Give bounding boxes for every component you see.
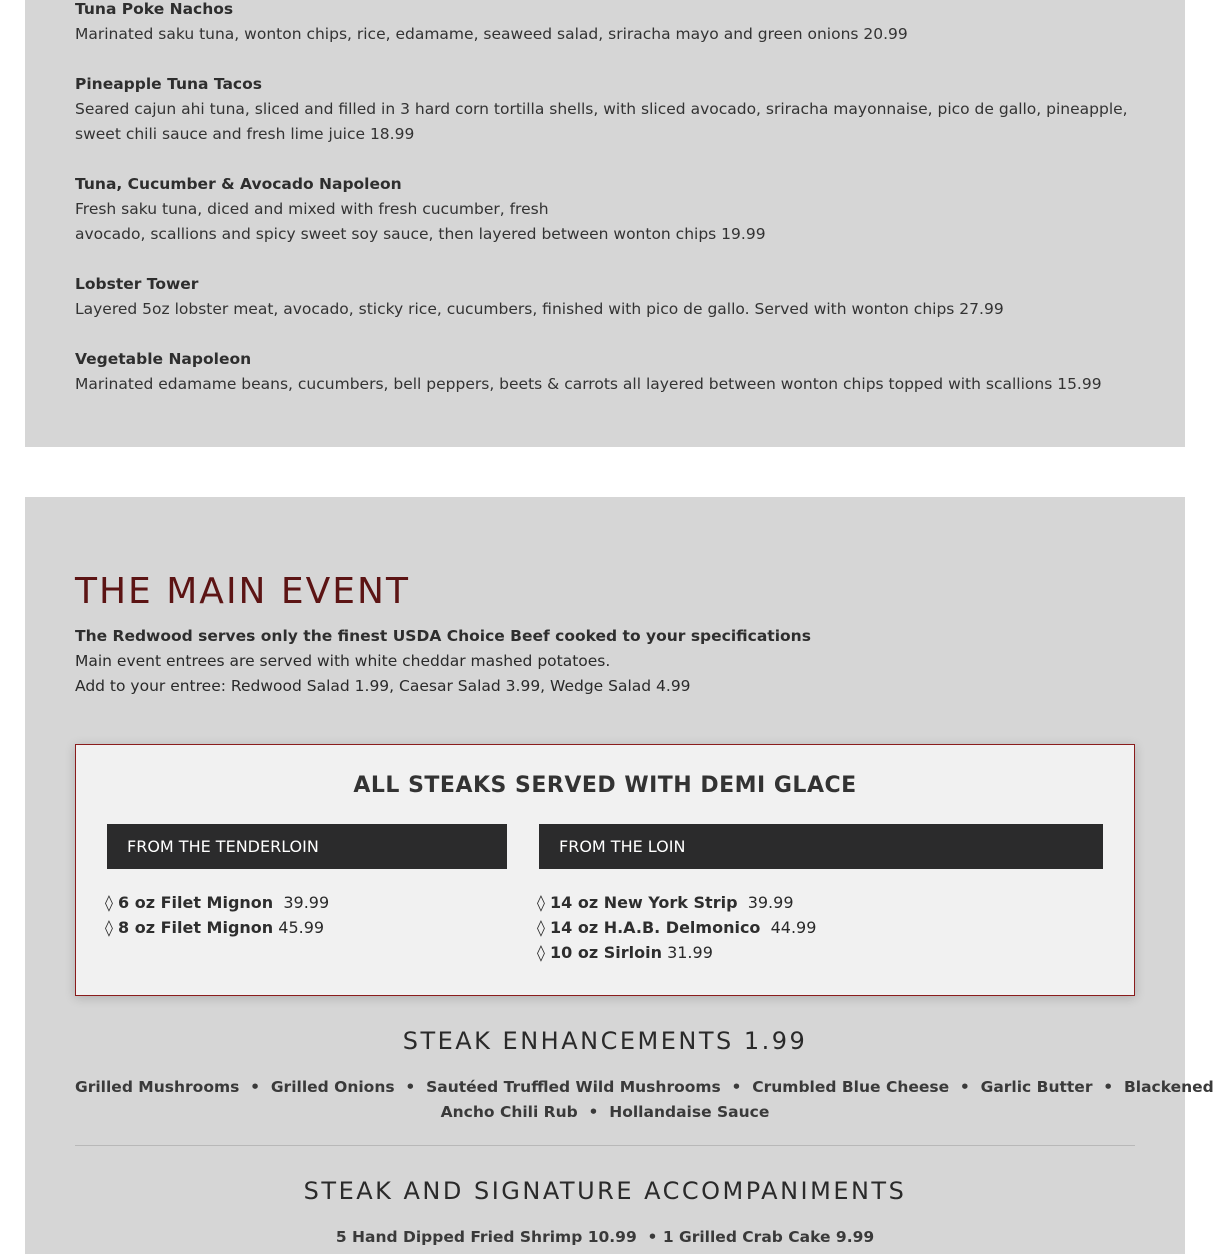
intro-line: Main event entrees are served with white cheddar mashed potatoes. <box>75 652 611 670</box>
item-name: Pineapple Tuna Tacos <box>75 75 262 93</box>
item-description: Seared cajun ahi tuna, sliced and filled in 3 hard corn tortilla shells, with sliced avocado, sriracha mayonnaise, pico de gallo, pineapple, <box>75 100 1128 118</box>
item-description: avocado, scallions and spicy sweet soy sauce, then layered between wonton chips 19.99 <box>75 225 766 243</box>
intro-line: Add to your entree: Redwood Salad 1.99, Caesar Salad 3.99, Wedge Salad 4.99 <box>75 677 691 695</box>
accompaniments-title: STEAK AND SIGNATURE ACCOMPANIMENTS <box>303 1177 907 1205</box>
item-description: Fresh saku tuna, diced and mixed with fresh cucumber, fresh <box>75 200 549 218</box>
item-description: Marinated edamame beans, cucumbers, bell peppers, beets & carrots all layered between wonton chips topped with scallions 15.99 <box>75 375 1102 393</box>
steak-item <box>537 890 816 915</box>
item-name: Tuna, Cucumber & Avocado Napoleon <box>75 175 402 193</box>
steak-item <box>537 940 816 965</box>
section-title: THE MAIN EVENT <box>75 571 410 612</box>
steaks-box <box>75 744 1135 996</box>
steak-price: 39.99 <box>283 893 330 912</box>
main-event-intro <box>75 624 811 699</box>
diamond-icon: ◊ <box>537 893 545 912</box>
item-name: Tuna Poke Nachos <box>75 0 234 18</box>
item-description: Layered 5oz lobster meat, avocado, sticky rice, cucumbers, finished with pico de gallo. Served with wonton chips 27.99 <box>75 300 1004 318</box>
steak-name: 6 oz Filet Mignon <box>118 893 274 912</box>
item-name: Vegetable Napoleon <box>75 350 252 368</box>
intro-lead: The Redwood serves only the finest USDA Choice Beef cooked to your specifications <box>75 627 811 645</box>
steak-item <box>105 890 329 915</box>
menu-item <box>75 272 1135 322</box>
enhancements-list: Ancho Chili Rub • Hollandaise Sauce <box>440 1103 770 1121</box>
tenderloin-header: FROM THE TENDERLOIN <box>107 824 507 869</box>
enhancements-title: STEAK ENHANCEMENTS 1.99 <box>402 1027 808 1055</box>
loin-list <box>537 890 816 965</box>
steak-name: 8 oz Filet Mignon <box>118 918 274 937</box>
item-description: Marinated saku tuna, wonton chips, rice, edamame, seaweed salad, sriracha mayo and green onions 20.99 <box>75 25 908 43</box>
item-description: sweet chili sauce and fresh lime juice 18.99 <box>75 125 415 143</box>
menu-item <box>75 0 1135 47</box>
tenderloin-list <box>105 890 329 940</box>
steak-price: 31.99 <box>667 943 713 962</box>
loin-header: FROM THE LOIN <box>539 824 1103 869</box>
steak-name: 10 oz Sirloin <box>550 943 662 962</box>
menu-item <box>75 347 1135 397</box>
enhancements-list: Grilled Mushrooms • Grilled Onions • Sautéed Truffled Wild Mushrooms • Crumbled Blue Cheese • Garlic Butter • Blackened <box>75 1078 1214 1096</box>
diamond-icon: ◊ <box>105 893 113 912</box>
item-name: Lobster Tower <box>75 275 199 293</box>
steak-name: 14 oz New York Strip <box>550 893 738 912</box>
diamond-icon: ◊ <box>537 943 545 962</box>
menu-item <box>75 172 1135 247</box>
steak-price: 44.99 <box>770 918 817 937</box>
steak-price: 45.99 <box>278 918 325 937</box>
divider <box>75 1145 1135 1146</box>
steak-item <box>105 915 329 940</box>
steak-name: 14 oz H.A.B. Delmonico <box>550 918 761 937</box>
steak-item <box>537 915 816 940</box>
diamond-icon: ◊ <box>537 918 545 937</box>
accompaniments-list: 5 Hand Dipped Fried Shrimp 10.99 • 1 Grilled Crab Cake 9.99 <box>335 1228 875 1246</box>
steak-price: 39.99 <box>747 893 794 912</box>
diamond-icon: ◊ <box>105 918 113 937</box>
steaks-heading: ALL STEAKS SERVED WITH DEMI GLACE <box>353 773 857 798</box>
menu-item <box>75 72 1135 147</box>
